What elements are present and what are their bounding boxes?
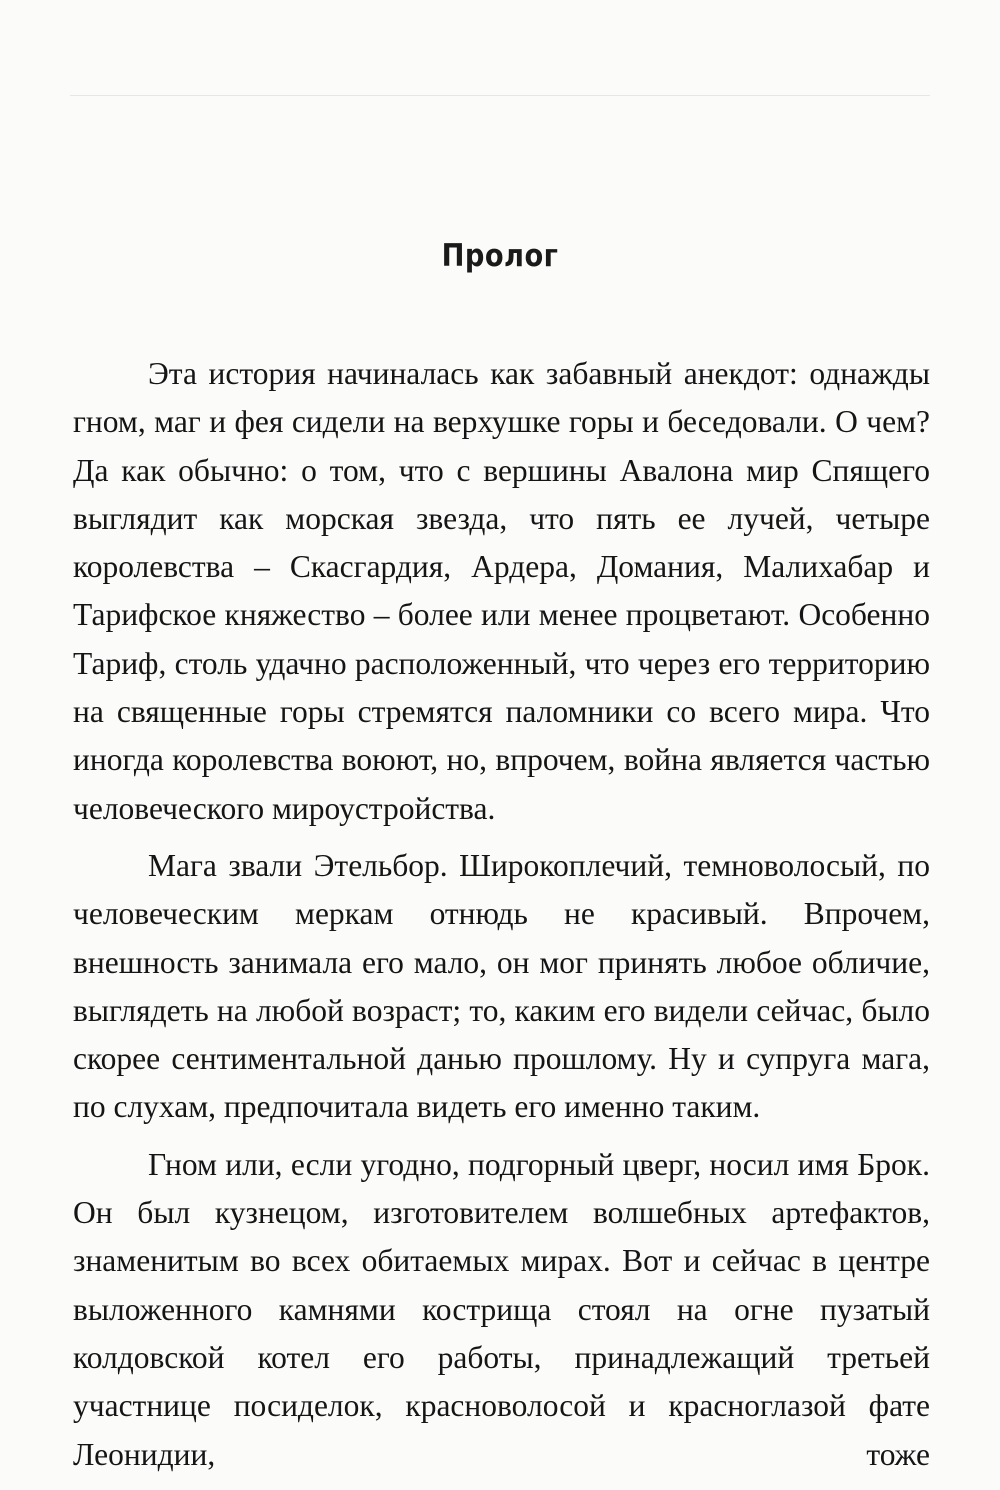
paragraph-2: Мага звали Этельбор. Широкоплечий, темноволосый, по человеческим меркам отнюдь не красивый. Впрочем, внешность занимала его мало, он мог принять любое обличие, выглядеть на любой возраст; то, каким его видели сейчас, было скорее сентиментальной данью прошлому. Ну и супруга мага, по слухам, предпочитала видеть его именно таким.: [73, 847, 930, 1125]
chapter-body: [73, 350, 930, 1488]
chapter-title: Пролог: [441, 238, 559, 274]
page-header-rule: [70, 95, 930, 96]
paragraph-3: Гном или, если угодно, подгорный цверг, носил имя Брок. Он был кузнецом, изготовителем волшебных артефактов, знаменитым во всех обитаемых мирах. Вот и сейчас в центре выложенного камнями кострища стоял на огне пузатый колдовской котел его работы, принадлежащий третьей участнице посиделок, красноволосой и красноглазой фате Леонидии, тоже: [73, 1146, 930, 1472]
paragraph-1: Эта история начиналась как забавный анекдот: однажды гном, маг и фея сидели на верхушке горы и беседовали. О чем? Да как обычно: о том, что с вершины Авалона мир Спящего выглядит как морская звезда, что пять ее лучей, четыре королевства – Скасгардия, Ардера, Домания, Малихабар и Тарифское княжество – более или менее процветают. Особенно Тариф, столь удачно расположенный, что через его территорию на священные горы стремятся паломники со всего мира. Что иногда королевства воюют, но, впрочем, война является частью человеческого мироустройства.: [73, 356, 930, 826]
